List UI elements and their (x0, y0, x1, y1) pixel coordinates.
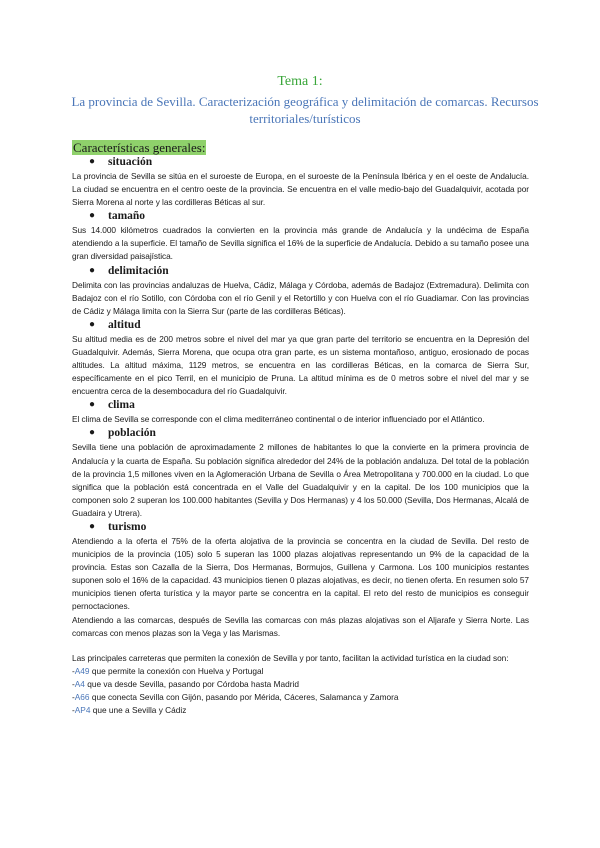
paragraph: Su altitud media es de 200 metros sobre el nivel del mar ya que gran parte del territorio se encuentra en la Depresión del Guadalquivir. Además, Sierra Morena, que ocupa otra gran parte, es un sistema montañoso, antiguo, erosionado de pocas altitudes. La altitud máxima, 1129 metros, se encuentra en las cordilleras Béticas, en la comarca de Sierra Sur, específicamente en el pico Terril, en el municipio de Pruna. La altitud mínima es de 0 metros sobre el nivel del mar y se encuentra cerca de la desembocadura del río Guadalquivir. (72, 333, 529, 397)
road-prefix: - (72, 665, 75, 676)
paragraph: Sevilla tiene una población de aproximadamente 2 millones de habitantes lo que la convierte en la primera provincia de Andalucía y la cuarta de España. Su población significa alrededor del 24% de la población andaluza. Del total de la población de la provincia 1,5 millones viven en la Aglomeración Urbana de Sevilla o Área Metropolitana y 700.000 en la ciudad. Lo que significa que la población está concentrada en el Valle del Guadalquivir y en la capital. De los 100 municipios que la componen solo 2 superan los 100.000 habitantes (Sevilla y Dos Hermanas) y 4 los 50.000 (Sevilla, Dos Hermanas, Alcalá de Guadaira y Utrera). (72, 442, 529, 518)
road-description: que permite la conexión con Huelva y Portugal (89, 665, 264, 676)
page-title: Tema 1: (277, 74, 323, 89)
road-code: A49 (74, 665, 90, 676)
paragraph: Sus 14.000 kilómetros cuadrados la convierten en la provincia más grande de Andalucía y la undécima de España atendiendo a la superficie. El tamaño de Sevilla significa el 16% de la superficie de Andalucía. Debido a su tamaño posee una gran diversidad paisajística. (72, 225, 529, 262)
bullet-heading (72, 319, 529, 333)
paragraph: La provincia de Sevilla se sitúa en el suroeste de Europa, en el suroeste de la Península Ibérica y en el oeste de Andalucía. La ciudad se encuentra en el centro oeste de la provincia. Se encuentra en el valle medio-bajo del Guadalquivir, acotada por Sierra Morena al norte y las cordilleras Béticas al sur. (72, 171, 529, 208)
paragraph: Atendiendo a la oferta el 75% de la oferta alojativa de la provincia se concentra en la ciudad de Sevilla. Del resto de municipios de la provincia (105) solo 5 superan las 1000 plazas alojativas representando un 9% de la capacidad de la provincia. Estas son Cazalla de la Sierra, Dos Hermanas, Bormujos, Guillena y Carmona. Los 100 municipios restantes suponen solo el 16% de la capacidad. 43 municipios tienen 0 plazas alojativas, es decir, no tienen oferta. En resumen solo 57 municipios tienen oferta turística y la mayor parte se concentra en la capital. El reto del resto de municipios es conseguir pernoctaciones. (72, 535, 529, 612)
bullet-heading-text: altitud (108, 318, 141, 331)
bullet-heading-text: clima (108, 399, 135, 412)
bullet-icon: ● (89, 427, 96, 439)
road-item (72, 691, 529, 704)
road-item (72, 678, 529, 691)
road-prefix: - (72, 678, 75, 689)
road-prefix: - (72, 705, 75, 716)
section-heading: Características generales: (73, 140, 206, 155)
road-description: que une a Sevilla y Cádiz (90, 705, 187, 716)
bullet-heading (72, 265, 529, 279)
bullet-heading-text: delimitación (108, 264, 169, 277)
bullet-heading (72, 399, 529, 413)
bullet-heading (72, 156, 529, 170)
paragraph: El clima de Sevilla se corresponde con el clima mediterráneo continental o de interior influenciado por el Atlántico. (72, 414, 485, 425)
characteristics-list (72, 156, 529, 640)
road-code: A66 (74, 692, 90, 702)
road-prefix: - (72, 692, 75, 702)
bullet-icon: ● (89, 264, 96, 276)
road-description: que conecta Sevilla con Gijón, pasando por Mérida, Cáceres, Salamanca y Zamora (89, 692, 399, 702)
road-item (72, 665, 529, 678)
bullet-icon: ● (89, 520, 96, 532)
bullet-heading-text: población (108, 427, 156, 440)
bullet-icon: ● (89, 318, 96, 330)
content-body (72, 155, 529, 717)
bullet-icon: ● (89, 156, 96, 167)
page-subtitle: La provincia de Sevilla. Caracterización geográfica y delimitación de comarcas. Recursos territoriales/turísticos (71, 94, 539, 126)
paragraph: Atendiendo a las comarcas, después de Sevilla las comarcas con más plazas alojativas son el Aljarafe y Sierra Norte. Las comarcas con menos plazas son la Vega y las Marismas. (72, 614, 529, 638)
road-code: A4 (74, 678, 85, 689)
road-description: que va desde Sevilla, pasando por Córdoba hasta Madrid (84, 678, 299, 689)
road-code: AP4 (74, 705, 91, 716)
bullet-icon: ● (89, 399, 96, 411)
bullet-icon: ● (89, 210, 96, 222)
bullet-heading-text: turismo (108, 520, 147, 533)
road-item (72, 704, 529, 717)
bullet-heading (72, 210, 529, 224)
bullet-heading-text: situación (108, 156, 153, 168)
bullet-heading-text: tamaño (108, 210, 146, 223)
bullet-heading (72, 427, 529, 441)
roads-list (72, 665, 529, 717)
paragraph: Delimita con las provincias andaluzas de Huelva, Cádiz, Málaga y Córdoba, además de Badajoz (Extremadura). Delimita con Badajoz con el río Sotillo, con Córdoba con el río Genil y el Retortillo y con Huelva con el río Guadiamar. Con las provincias de Cádiz y Málaga limita con la Sierra Sur (parte de las cordilleras Béticas). (72, 279, 529, 316)
roads-intro: Las principales carreteras que permiten la conexión de Sevilla y por tanto, facilitan la actividad turística en la ciudad son: (72, 652, 509, 663)
bullet-heading (72, 521, 529, 535)
